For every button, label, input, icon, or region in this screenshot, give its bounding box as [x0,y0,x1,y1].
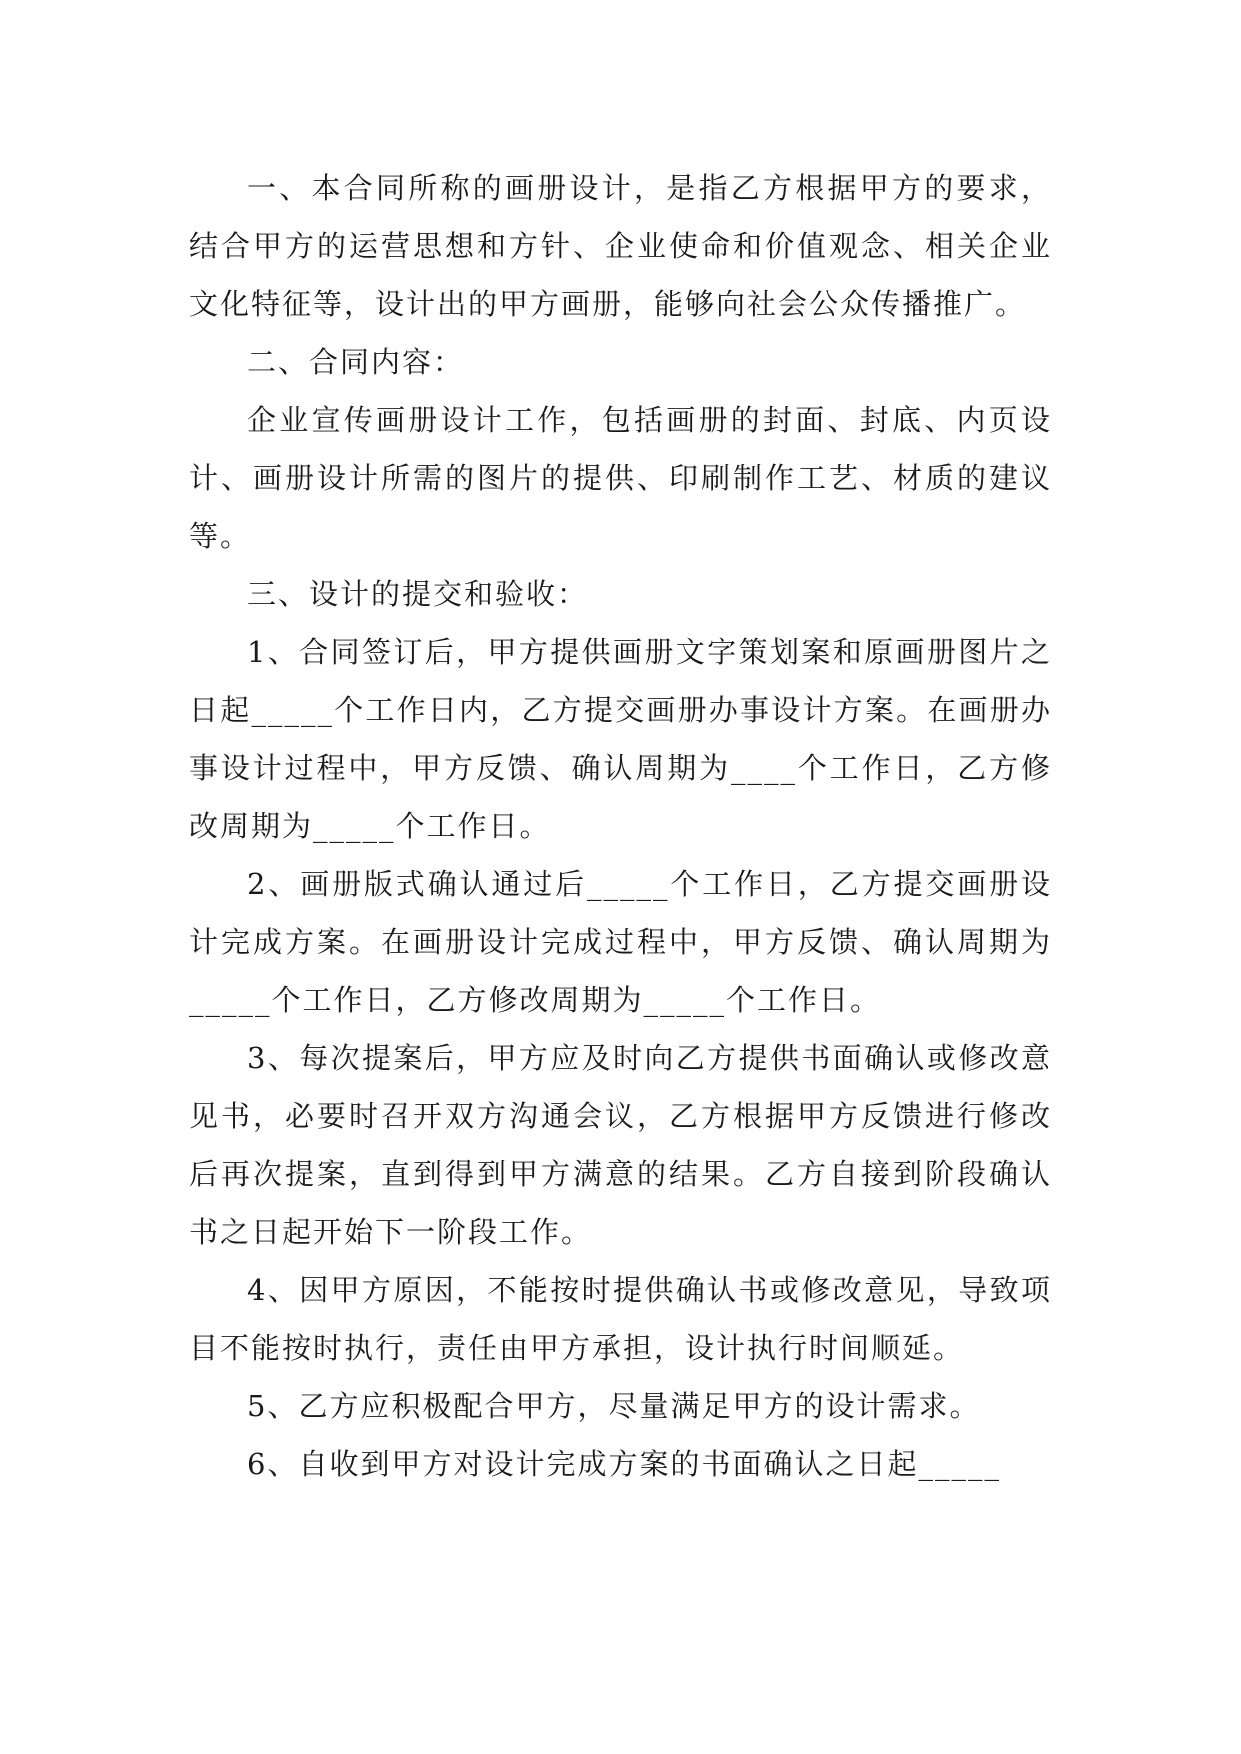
paragraph-clause-1: 1、合同签订后，甲方提供画册文字策划案和原画册图片之日起_____个工作日内，乙方提交画册办事设计方案。在画册办事设计过程中，甲方反馈、确认周期为____个工作日，乙方修改周期为_____个工作日。 [189,635,1052,843]
paragraph-section-2-content: 企业宣传画册设计工作，包括画册的封面、封底、内页设计、画册设计所需的图片的提供、印刷制作工艺、材质的建议等。 [189,403,1052,553]
paragraph-section-2-heading: 二、合同内容： [247,345,465,379]
paragraph-clause-5: 5、乙方应积极配合甲方，尽量满足甲方的设计需求。 [247,1389,981,1423]
document-body [189,159,1052,1493]
paragraph-clause-3: 3、每次提案后，甲方应及时向乙方提供书面确认或修改意见书，必要时召开双方沟通会议，乙方根据甲方反馈进行修改后再次提案，直到得到甲方满意的结果。乙方自接到阶段确认书之日起开始下一阶段工作。 [189,1041,1052,1249]
paragraph-clause-2: 2、画册版式确认通过后_____个工作日，乙方提交画册设计完成方案。在画册设计完成过程中，甲方反馈、确认周期为_____个工作日，乙方修改周期为_____个工作日。 [189,867,1052,1017]
paragraph-section-1-definition: 一、本合同所称的画册设计，是指乙方根据甲方的要求，结合甲方的运营思想和方针、企业使命和价值观念、相关企业文化特征等，设计出的甲方画册，能够向社会公众传播推广。 [189,171,1052,321]
paragraph-section-3-heading: 三、设计的提交和验收： [247,577,589,611]
paragraph-clause-6: 6、自收到甲方对设计完成方案的书面确认之日起_____ [247,1447,1001,1481]
paragraph-clause-4: 4、因甲方原因，不能按时提供确认书或修改意见，导致项目不能按时执行，责任由甲方承担，设计执行时间顺延。 [189,1273,1052,1365]
